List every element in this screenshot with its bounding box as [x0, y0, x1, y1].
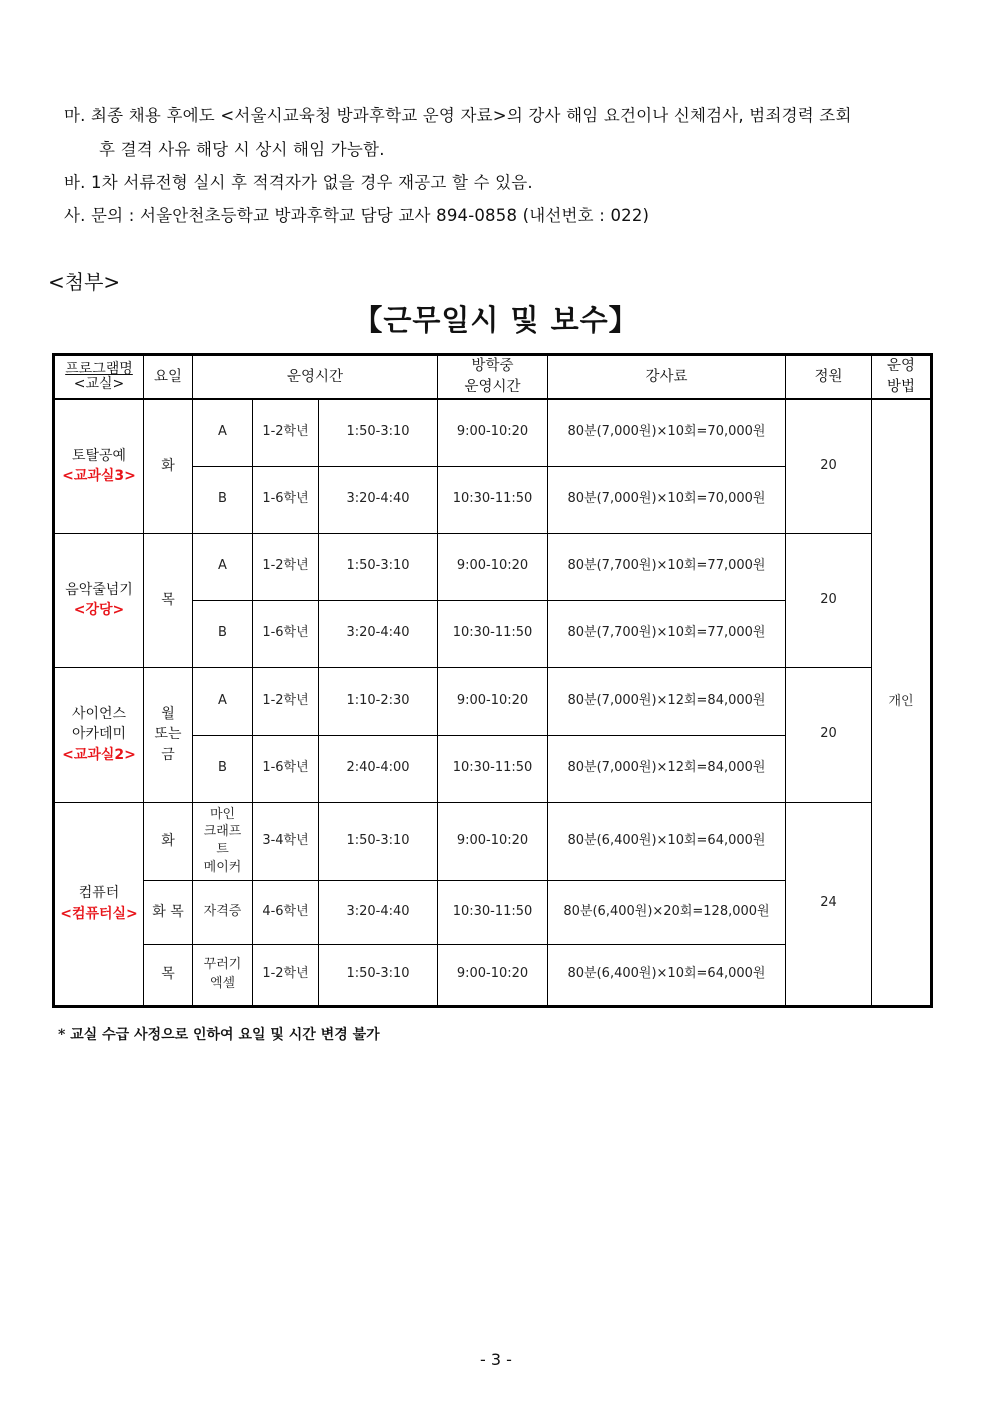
vacation-time-cell: 10:30-11:50 [438, 880, 548, 944]
header-method-line1: 운영 [886, 358, 915, 374]
time-cell: 2:40-4:00 [319, 735, 438, 802]
table-header-row [54, 355, 932, 400]
capacity-cell: 20 [786, 399, 872, 533]
grade-cell: 3-4학년 [253, 802, 319, 880]
capacity-cell: 20 [786, 533, 872, 667]
day-cell: 화 [144, 399, 193, 533]
day-line1: 월 [161, 706, 175, 723]
class-line4: 메이커 [203, 859, 242, 875]
time-cell: 1:50-3:10 [319, 533, 438, 600]
grade-cell: 1-6학년 [253, 735, 319, 802]
program-room: <교과실3> [62, 468, 136, 485]
class-cell [193, 944, 253, 1006]
class-cell [193, 802, 253, 880]
header-vacation-line2: 운영시간 [464, 379, 521, 396]
table-row [54, 667, 932, 735]
fee-cell: 80분(7,000원)×12회=84,000원 [548, 735, 786, 802]
class-line2: 엑셀 [209, 975, 236, 991]
fee-cell: 80분(7,000원)×10회=70,000원 [548, 399, 786, 466]
class-line2: 크래프 [203, 824, 242, 840]
time-cell: 3:20-4:40 [319, 600, 438, 667]
notice-marker: 사. [64, 206, 86, 225]
header-method [872, 355, 932, 400]
header-capacity: 정원 [786, 355, 872, 400]
program-cell [54, 667, 144, 802]
class-cell: A [193, 667, 253, 735]
day-cell: 화 목 [144, 880, 193, 944]
class-cell: A [193, 533, 253, 600]
grade-cell: 1-2학년 [253, 944, 319, 1006]
fee-cell: 80분(6,400원)×10회=64,000원 [548, 944, 786, 1006]
footnote: * 교실 수급 사정으로 인하여 요일 및 시간 변경 불가 [58, 1027, 380, 1043]
table-row [54, 802, 932, 880]
time-cell: 1:50-3:10 [319, 802, 438, 880]
program-cell [54, 802, 144, 1006]
fee-cell: 80분(6,400원)×20회=128,000원 [548, 880, 786, 944]
day-cell: 목 [144, 944, 193, 1006]
notice-text: 1차 서류전형 실시 후 적격자가 없을 경우 재공고 할 수 있음. [91, 173, 533, 192]
capacity-cell: 24 [786, 802, 872, 1006]
vacation-time-cell: 10:30-11:50 [438, 600, 548, 667]
vacation-time-cell: 9:00-10:20 [438, 399, 548, 466]
vacation-time-cell: 10:30-11:50 [438, 735, 548, 802]
program-name: 컴퓨터 [78, 885, 120, 902]
program-name-line2: 아카데미 [71, 726, 127, 743]
notice-text: 문의 : 서울안천초등학교 방과후학교 담당 교사 894-0858 (내선번호 : 022) [91, 206, 650, 225]
table-row [54, 533, 932, 600]
day-cell [144, 667, 193, 802]
header-program-line1: 프로그램명 [65, 361, 133, 378]
header-day: 요일 [144, 355, 193, 400]
attachment-label: <첨부> [48, 270, 121, 294]
header-vacation-line1: 방학중 [471, 358, 514, 374]
grade-cell: 1-2학년 [253, 533, 319, 600]
day-cell: 목 [144, 533, 193, 667]
class-line3: 트 [216, 842, 229, 858]
class-cell: B [193, 600, 253, 667]
section-title: 【근무일시 및 보수】 [353, 303, 639, 337]
method-cell: 개인 [872, 399, 932, 1006]
header-operating-time: 운영시간 [193, 355, 438, 400]
class-cell: B [193, 466, 253, 533]
header-method-line2: 방법 [886, 379, 915, 396]
vacation-time-cell: 9:00-10:20 [438, 802, 548, 880]
header-vacation-time [438, 355, 548, 400]
fee-cell: 80분(7,000원)×12회=84,000원 [548, 667, 786, 735]
grade-cell: 1-2학년 [253, 667, 319, 735]
program-room: <컴퓨터실> [60, 905, 138, 922]
schedule-table [52, 353, 933, 1008]
table-row [54, 399, 932, 466]
notice-marker: 바. [64, 173, 86, 192]
time-cell: 3:20-4:40 [319, 880, 438, 944]
time-cell: 1:10-2:30 [319, 667, 438, 735]
vacation-time-cell: 9:00-10:20 [438, 533, 548, 600]
class-cell: B [193, 735, 253, 802]
day-line2: 또는 [154, 726, 182, 743]
page-number: - 3 - [480, 1350, 512, 1369]
vacation-time-cell: 9:00-10:20 [438, 667, 548, 735]
program-room: <교과실2> [62, 746, 136, 763]
header-program-line2: <교실> [73, 376, 125, 393]
program-cell [54, 533, 144, 667]
fee-cell: 80분(6,400원)×10회=64,000원 [548, 802, 786, 880]
capacity-cell: 20 [786, 667, 872, 802]
day-line3: 금 [161, 746, 175, 763]
fee-cell: 80분(7,700원)×10회=77,000원 [548, 600, 786, 667]
grade-cell: 4-6학년 [253, 880, 319, 944]
program-cell [54, 399, 144, 533]
class-line1: 꾸러기 [203, 956, 242, 972]
notice-ma [64, 102, 852, 126]
time-cell: 3:20-4:40 [319, 466, 438, 533]
vacation-time-cell: 9:00-10:20 [438, 944, 548, 1006]
header-program [54, 355, 144, 400]
program-room: <강당> [73, 602, 125, 619]
class-cell: A [193, 399, 253, 466]
notice-ma-continuation: 후 결격 사유 해당 시 상시 해임 가능함. [99, 140, 385, 159]
notice-sa [64, 202, 649, 226]
grade-cell: 1-6학년 [253, 600, 319, 667]
day-cell: 화 [144, 802, 193, 880]
header-fee: 강사료 [548, 355, 786, 400]
notice-marker: 마. [64, 106, 86, 125]
grade-cell: 1-2학년 [253, 399, 319, 466]
vacation-time-cell: 10:30-11:50 [438, 466, 548, 533]
notice-ba [64, 169, 533, 193]
fee-cell: 80분(7,000원)×10회=70,000원 [548, 466, 786, 533]
time-cell: 1:50-3:10 [319, 399, 438, 466]
time-cell: 1:50-3:10 [319, 944, 438, 1006]
grade-cell: 1-6학년 [253, 466, 319, 533]
fee-cell: 80분(7,700원)×10회=77,000원 [548, 533, 786, 600]
program-name: 음악줄넘기 [65, 581, 133, 598]
class-cell: 자격증 [193, 880, 253, 944]
program-name: 토탈공예 [71, 447, 127, 464]
notice-text: 최종 채용 후에도 <서울시교육청 방과후학교 운영 자료>의 강사 해임 요건이나 신체검사, 범죄경력 조회 [91, 106, 852, 125]
program-name-line1: 사이언스 [71, 706, 127, 723]
class-line1: 마인 [209, 806, 236, 822]
